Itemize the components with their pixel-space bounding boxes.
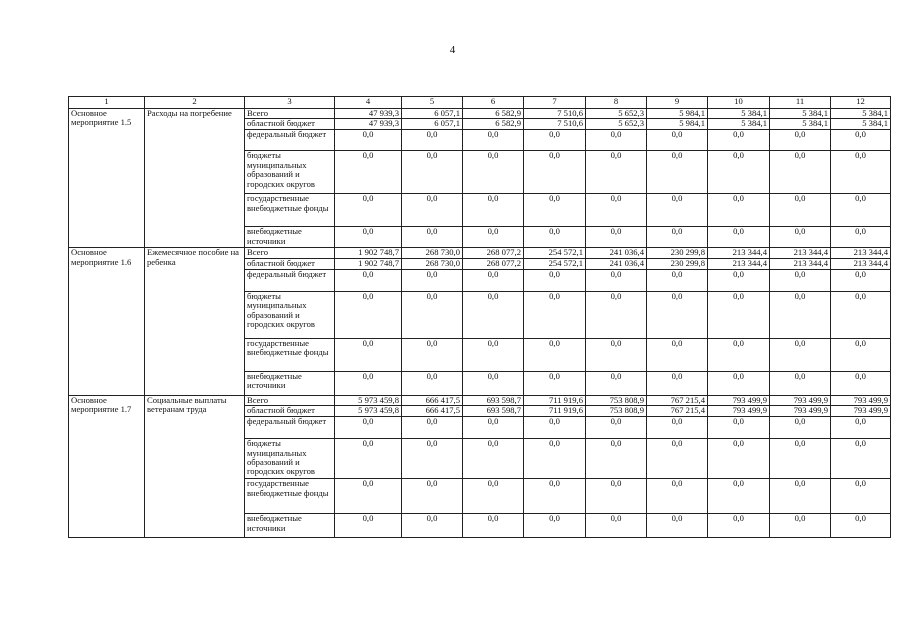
value-cell: 0,0	[708, 291, 770, 338]
measure-cell: Основное мероприятие 1.7	[69, 395, 145, 537]
value-cell: 0,0	[463, 338, 524, 371]
value-cell: 793 499,9	[708, 406, 770, 417]
value-cell: 5 384,1	[831, 109, 891, 119]
value-cell: 0,0	[586, 514, 647, 538]
value-cell: 0,0	[524, 371, 586, 395]
table-row	[69, 248, 891, 258]
value-cell: 0,0	[524, 227, 586, 248]
value-cell: 0,0	[647, 269, 708, 291]
category-cell: областной бюджет	[245, 258, 335, 269]
value-cell: 0,0	[770, 291, 831, 338]
value-cell: 0,0	[402, 151, 463, 194]
value-cell: 0,0	[831, 338, 891, 371]
value-cell: 0,0	[586, 227, 647, 248]
value-cell: 6 057,1	[402, 109, 463, 119]
value-cell: 0,0	[586, 269, 647, 291]
column-header: 6	[463, 97, 524, 109]
value-cell: 213 344,4	[770, 258, 831, 269]
value-cell: 0,0	[586, 371, 647, 395]
column-header: 2	[145, 97, 245, 109]
value-cell: 0,0	[463, 439, 524, 479]
value-cell: 268 077,2	[463, 248, 524, 258]
value-cell: 0,0	[524, 269, 586, 291]
value-cell: 0,0	[831, 417, 891, 439]
value-cell: 47 939,3	[335, 119, 402, 130]
value-cell: 0,0	[524, 479, 586, 514]
value-cell: 5 984,1	[647, 109, 708, 119]
value-cell: 0,0	[586, 291, 647, 338]
category-cell: Всего	[245, 109, 335, 119]
value-cell: 0,0	[463, 194, 524, 227]
value-cell: 0,0	[586, 130, 647, 151]
value-cell: 0,0	[770, 130, 831, 151]
value-cell: 0,0	[770, 417, 831, 439]
value-cell: 0,0	[770, 269, 831, 291]
category-cell: Всего	[245, 395, 335, 405]
value-cell: 0,0	[335, 417, 402, 439]
description-cell: Социальные выплаты ветеранам труда	[145, 395, 245, 537]
value-cell: 0,0	[586, 439, 647, 479]
category-cell: федеральный бюджет	[245, 417, 335, 439]
value-cell: 0,0	[335, 291, 402, 338]
value-cell: 0,0	[708, 227, 770, 248]
value-cell: 0,0	[647, 479, 708, 514]
value-cell: 711 919,6	[524, 395, 586, 405]
category-cell: внебюджетные источники	[245, 227, 335, 248]
value-cell: 0,0	[463, 479, 524, 514]
funding-table	[68, 96, 891, 538]
value-cell: 0,0	[647, 338, 708, 371]
value-cell: 0,0	[831, 151, 891, 194]
value-cell: 0,0	[708, 151, 770, 194]
value-cell: 0,0	[463, 269, 524, 291]
table-row	[69, 109, 891, 119]
description-cell: Ежемесячное пособие на ребенка	[145, 248, 245, 395]
value-cell: 0,0	[647, 371, 708, 395]
value-cell: 5 384,1	[770, 109, 831, 119]
value-cell: 0,0	[335, 151, 402, 194]
value-cell: 0,0	[708, 194, 770, 227]
value-cell: 0,0	[335, 439, 402, 479]
value-cell: 753 808,9	[586, 395, 647, 405]
value-cell: 0,0	[335, 194, 402, 227]
value-cell: 0,0	[402, 371, 463, 395]
description-cell: Расходы на погребение	[145, 109, 245, 248]
value-cell: 0,0	[402, 269, 463, 291]
category-cell: государственные внебюджетные фонды	[245, 338, 335, 371]
value-cell: 0,0	[831, 130, 891, 151]
value-cell: 213 344,4	[770, 248, 831, 258]
value-cell: 0,0	[831, 194, 891, 227]
value-cell: 0,0	[586, 338, 647, 371]
value-cell: 0,0	[335, 269, 402, 291]
value-cell: 0,0	[770, 371, 831, 395]
value-cell: 0,0	[708, 371, 770, 395]
value-cell: 0,0	[402, 194, 463, 227]
value-cell: 0,0	[770, 338, 831, 371]
value-cell: 0,0	[402, 227, 463, 248]
value-cell: 7 510,6	[524, 109, 586, 119]
value-cell: 793 499,9	[831, 406, 891, 417]
value-cell: 0,0	[647, 194, 708, 227]
value-cell: 0,0	[335, 338, 402, 371]
value-cell: 0,0	[708, 417, 770, 439]
value-cell: 1 902 748,7	[335, 258, 402, 269]
value-cell: 0,0	[463, 371, 524, 395]
value-cell: 0,0	[647, 130, 708, 151]
value-cell: 213 344,4	[708, 258, 770, 269]
value-cell: 0,0	[335, 514, 402, 538]
category-cell: внебюджетные источники	[245, 371, 335, 395]
value-cell: 0,0	[335, 130, 402, 151]
value-cell: 5 652,3	[586, 119, 647, 130]
value-cell: 0,0	[831, 479, 891, 514]
value-cell: 268 730,0	[402, 258, 463, 269]
value-cell: 666 417,5	[402, 395, 463, 405]
value-cell: 0,0	[402, 417, 463, 439]
value-cell: 0,0	[402, 291, 463, 338]
category-cell: областной бюджет	[245, 406, 335, 417]
value-cell: 0,0	[708, 338, 770, 371]
value-cell: 268 077,2	[463, 258, 524, 269]
value-cell: 0,0	[831, 371, 891, 395]
value-cell: 767 215,4	[647, 406, 708, 417]
category-cell: областной бюджет	[245, 119, 335, 130]
category-cell: федеральный бюджет	[245, 130, 335, 151]
category-cell: государственные внебюджетные фонды	[245, 479, 335, 514]
value-cell: 6 582,9	[463, 119, 524, 130]
value-cell: 0,0	[831, 269, 891, 291]
value-cell: 0,0	[524, 338, 586, 371]
value-cell: 0,0	[586, 151, 647, 194]
measure-cell: Основное мероприятие 1.6	[69, 248, 145, 395]
value-cell: 0,0	[586, 479, 647, 514]
value-cell: 0,0	[463, 227, 524, 248]
value-cell: 5 652,3	[586, 109, 647, 119]
value-cell: 0,0	[647, 417, 708, 439]
value-cell: 0,0	[335, 227, 402, 248]
value-cell: 0,0	[524, 194, 586, 227]
value-cell: 0,0	[647, 151, 708, 194]
value-cell: 0,0	[524, 151, 586, 194]
value-cell: 0,0	[831, 227, 891, 248]
column-header: 3	[245, 97, 335, 109]
value-cell: 693 598,7	[463, 395, 524, 405]
value-cell: 0,0	[586, 417, 647, 439]
value-cell: 0,0	[586, 194, 647, 227]
value-cell: 0,0	[770, 227, 831, 248]
column-header: 5	[402, 97, 463, 109]
value-cell: 0,0	[708, 479, 770, 514]
value-cell: 0,0	[402, 439, 463, 479]
value-cell: 0,0	[335, 371, 402, 395]
header-row	[69, 97, 891, 109]
category-cell: бюджеты муниципальных образований и городских округов	[245, 291, 335, 338]
value-cell: 793 499,9	[708, 395, 770, 405]
category-cell: внебюджетные источники	[245, 514, 335, 538]
value-cell: 230 299,8	[647, 258, 708, 269]
value-cell: 0,0	[647, 439, 708, 479]
value-cell: 0,0	[463, 130, 524, 151]
column-header: 1	[69, 97, 145, 109]
value-cell: 268 730,0	[402, 248, 463, 258]
value-cell: 793 499,9	[770, 406, 831, 417]
value-cell: 213 344,4	[708, 248, 770, 258]
value-cell: 0,0	[831, 291, 891, 338]
column-header: 10	[708, 97, 770, 109]
table-row	[69, 395, 891, 405]
category-cell: государственные внебюджетные фонды	[245, 194, 335, 227]
value-cell: 767 215,4	[647, 395, 708, 405]
value-cell: 753 808,9	[586, 406, 647, 417]
value-cell: 0,0	[647, 291, 708, 338]
value-cell: 0,0	[708, 439, 770, 479]
value-cell: 0,0	[647, 227, 708, 248]
value-cell: 0,0	[524, 514, 586, 538]
value-cell: 241 036,4	[586, 258, 647, 269]
value-cell: 711 919,6	[524, 406, 586, 417]
value-cell: 230 299,8	[647, 248, 708, 258]
value-cell: 0,0	[647, 514, 708, 538]
value-cell: 0,0	[708, 130, 770, 151]
value-cell: 0,0	[402, 130, 463, 151]
value-cell: 0,0	[708, 514, 770, 538]
value-cell: 0,0	[831, 439, 891, 479]
column-header: 4	[335, 97, 402, 109]
measure-cell: Основное мероприятие 1.5	[69, 109, 145, 248]
value-cell: 793 499,9	[770, 395, 831, 405]
value-cell: 6 057,1	[402, 119, 463, 130]
value-cell: 0,0	[708, 269, 770, 291]
page-number: 4	[449, 44, 456, 56]
value-cell: 5 384,1	[831, 119, 891, 130]
value-cell: 0,0	[524, 417, 586, 439]
value-cell: 0,0	[463, 291, 524, 338]
value-cell: 1 902 748,7	[335, 248, 402, 258]
value-cell: 0,0	[463, 514, 524, 538]
value-cell: 5 384,1	[708, 109, 770, 119]
value-cell: 241 036,4	[586, 248, 647, 258]
value-cell: 213 344,4	[831, 248, 891, 258]
value-cell: 5 984,1	[647, 119, 708, 130]
value-cell: 0,0	[770, 479, 831, 514]
value-cell: 0,0	[831, 514, 891, 538]
value-cell: 5 973 459,8	[335, 395, 402, 405]
value-cell: 793 499,9	[831, 395, 891, 405]
value-cell: 666 417,5	[402, 406, 463, 417]
category-cell: бюджеты муниципальных образований и городских округов	[245, 151, 335, 194]
category-cell: бюджеты муниципальных образований и городских округов	[245, 439, 335, 479]
category-cell: федеральный бюджет	[245, 269, 335, 291]
value-cell: 0,0	[402, 479, 463, 514]
value-cell: 6 582,9	[463, 109, 524, 119]
column-header: 8	[586, 97, 647, 109]
value-cell: 7 510,6	[524, 119, 586, 130]
value-cell: 0,0	[524, 291, 586, 338]
value-cell: 0,0	[335, 479, 402, 514]
column-header: 11	[770, 97, 831, 109]
category-cell: Всего	[245, 248, 335, 258]
value-cell: 0,0	[770, 439, 831, 479]
value-cell: 0,0	[770, 151, 831, 194]
value-cell: 0,0	[524, 439, 586, 479]
value-cell: 254 572,1	[524, 248, 586, 258]
value-cell: 47 939,3	[335, 109, 402, 119]
value-cell: 5 384,1	[770, 119, 831, 130]
column-header: 12	[831, 97, 891, 109]
value-cell: 0,0	[770, 514, 831, 538]
value-cell: 0,0	[770, 194, 831, 227]
value-cell: 0,0	[524, 130, 586, 151]
value-cell: 0,0	[463, 151, 524, 194]
column-header: 7	[524, 97, 586, 109]
value-cell: 254 572,1	[524, 258, 586, 269]
value-cell: 0,0	[402, 514, 463, 538]
value-cell: 5 384,1	[708, 119, 770, 130]
value-cell: 5 973 459,8	[335, 406, 402, 417]
column-header: 9	[647, 97, 708, 109]
value-cell: 0,0	[402, 338, 463, 371]
value-cell: 213 344,4	[831, 258, 891, 269]
value-cell: 693 598,7	[463, 406, 524, 417]
value-cell: 0,0	[463, 417, 524, 439]
